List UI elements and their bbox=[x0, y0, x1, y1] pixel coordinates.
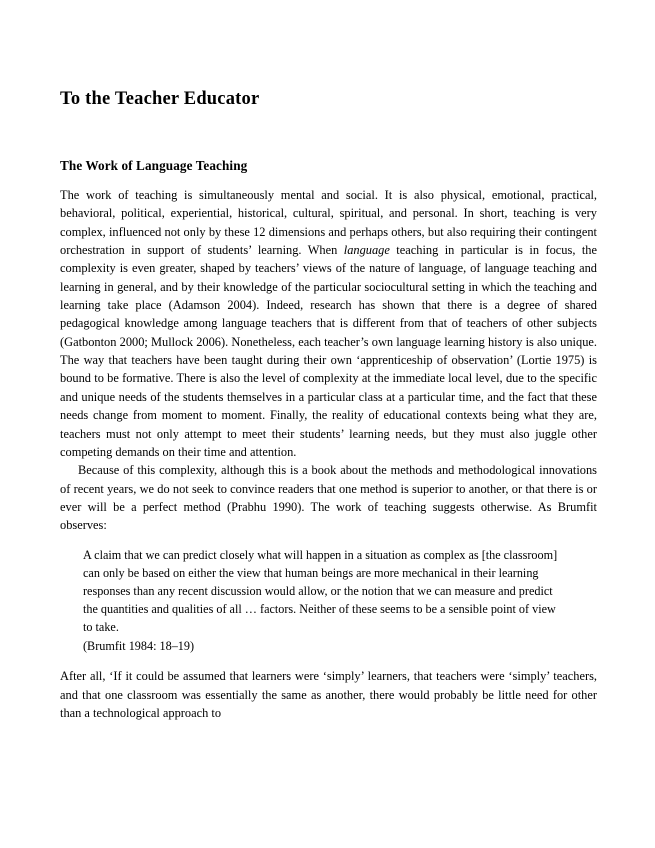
chapter-title: To the Teacher Educator bbox=[60, 89, 260, 109]
paragraph-1 bbox=[60, 186, 597, 461]
blockquote-citation: (Brumfit 1984: 18–19) bbox=[83, 638, 195, 653]
paragraph-1-text-after-italic: teaching in particular is in focus, the complexity is even greater, shaped by teachers’ views of the nature of language, of language teaching and learning in general, and by their knowledge of the particular sociocultural setting in which the teaching and learning take place (Adamson 2004). Indeed, research has shown that there is a degree of shared pedagogical knowledge among language teachers that is different from that of teachers of other subjects (Gatbonton 2000; Mullock 2006). Nonetheless, each teacher’s own language learning history is also unique. The way that teachers have been taught during their own ‘apprenticeship of observation’ (Lortie 1975) is bound to be formative. There is also the level of complexity at the immediate local level, due to the specific and unique needs of the students themselves in a particular class at a particular time, and the fact that these needs change from moment to moment. Finally, the reality of educational contexts being what they are, teachers must not only attempt to meet their students’ learning needs, but they must also juggle other competing demands on their time and attention. bbox=[60, 243, 597, 459]
page-content bbox=[60, 0, 597, 722]
blockquote bbox=[60, 546, 568, 655]
paragraph-1-text-before-italic: The work of teaching is simultaneously mental and social. It is also physical, emotional, practical, behavioral, political, experiential, historical, cultural, spiritual, and personal. In short, teaching is very complex, influenced not only by these 12 dimensions and perhaps others, but also requiring their contingent orchestration in support of students’ learning. When bbox=[60, 188, 597, 258]
paragraph-3: After all, ‘If it could be assumed that learners were ‘simply’ learners, that teachers were ‘simply’ teachers, and that one classroom was essentially the same as another, there would probably be little need for other than a technological approach to bbox=[60, 669, 597, 720]
italic-term-language: language bbox=[343, 243, 390, 258]
blockquote-text: A claim that we can predict closely what will happen in a situation as complex as [the classroom] can only be based on either the view that human beings are more mechanical in their learning responses than any recent discussion would allow, or the notion that we can measure and predict the quantities and qualities of all … factors. Neither of these seems to be a sensible point of view to take. bbox=[83, 547, 558, 635]
section-heading: The Work of Language Teaching bbox=[60, 158, 248, 174]
paragraph-2: Because of this complexity, although this is a book about the methods and methodological innovations of recent years, we do not seek to convince readers that one method is superior to another, or that there is or ever will be a perfect method (Prabhu 1990). The work of teaching suggests otherwise. As Brumfit observes: bbox=[60, 463, 597, 533]
